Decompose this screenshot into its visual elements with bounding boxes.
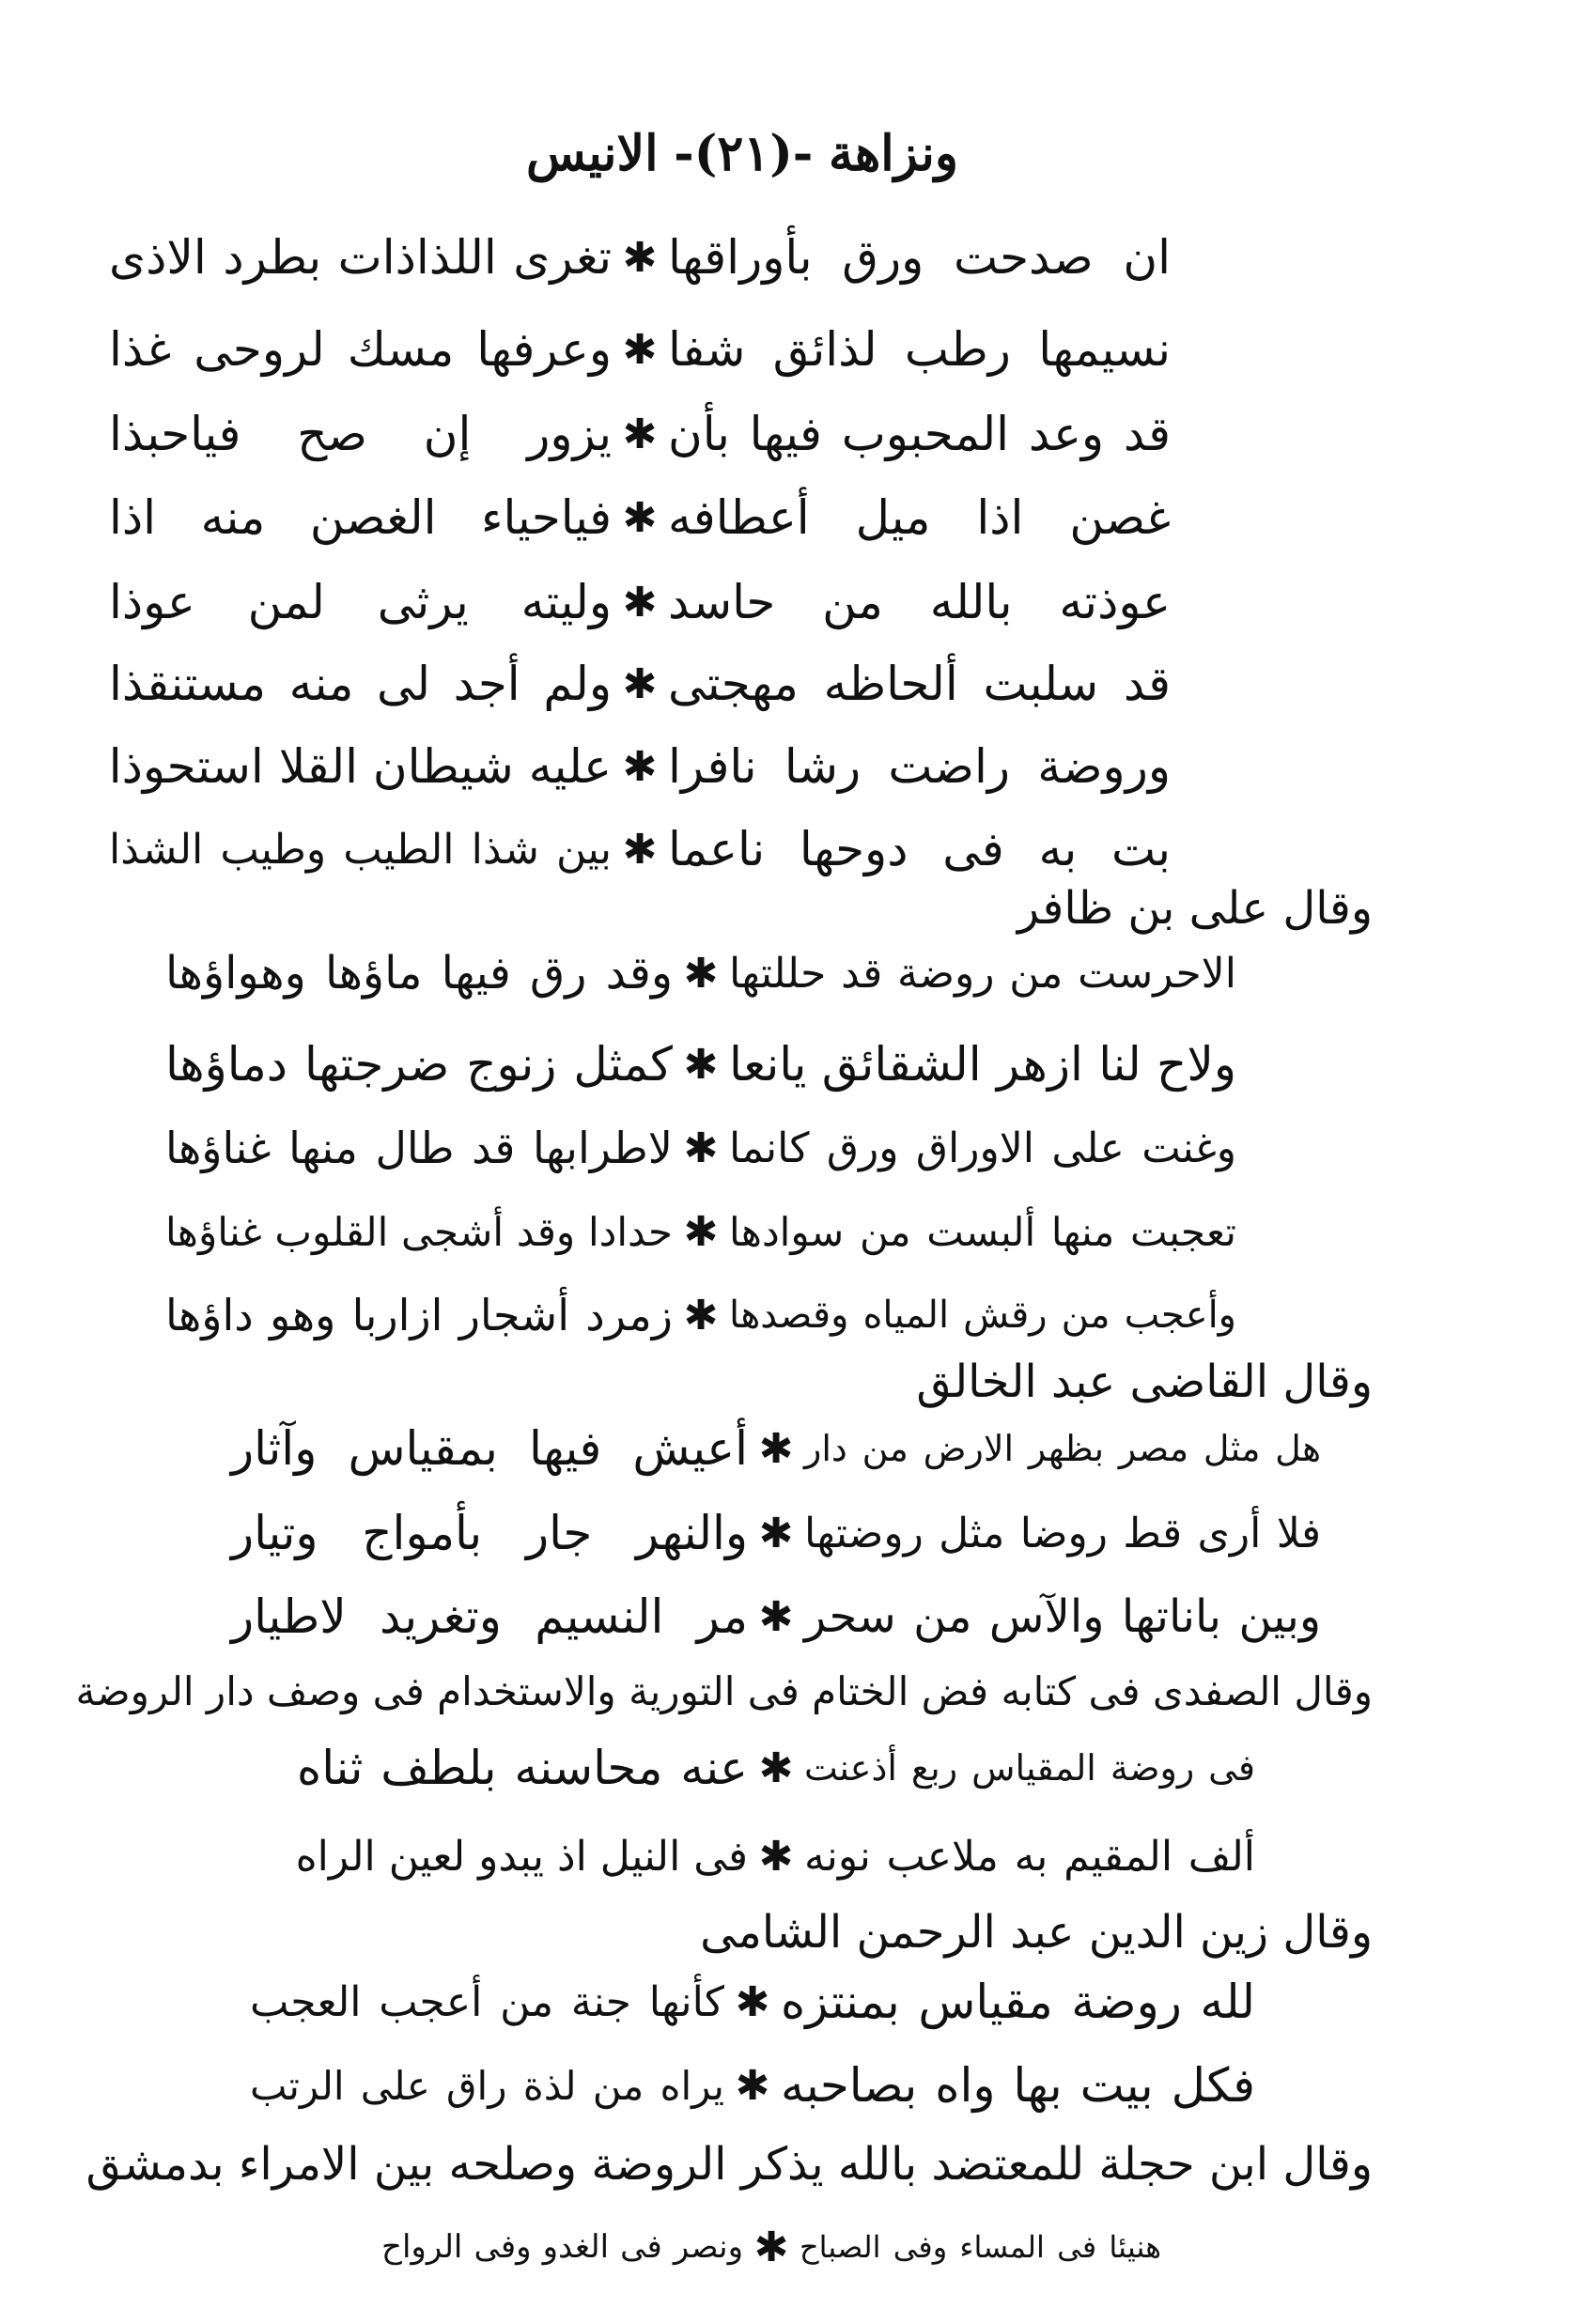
verse-first-hemistich: وروضة راضت رشا نافرا bbox=[668, 739, 1171, 794]
verse-separator-asterisk: ✱ bbox=[683, 949, 719, 998]
verse-second-hemistich: مر النسيم وتغريد لاطيار bbox=[231, 1589, 748, 1644]
verse-separator-asterisk: ✱ bbox=[622, 325, 658, 374]
verse-second-hemistich: لاطرابها قد طال منها غناؤها bbox=[165, 1123, 673, 1173]
verse-separator-asterisk: ✱ bbox=[683, 1123, 719, 1172]
verse-first-hemistich: تعجبت منها ألبست من سوادها bbox=[729, 1208, 1236, 1255]
verse-second-hemistich: وقد رق فيها ماؤها وهواؤها bbox=[165, 947, 673, 999]
verse-second-hemistich: عنه محاسنه بلطف ثناه bbox=[297, 1741, 748, 1795]
poem-introduction: وقال على بن ظافر bbox=[1017, 882, 1373, 935]
verse-line bbox=[165, 1272, 1236, 1358]
verse-separator-asterisk: ✱ bbox=[622, 742, 658, 791]
verse-line bbox=[165, 1021, 1236, 1108]
verse-first-hemistich: قد وعد المحبوب فيها بأن bbox=[668, 407, 1171, 461]
verse-second-hemistich: فى النيل اذ يبدو لعين الراه bbox=[295, 1832, 748, 1881]
verse-second-hemistich: يزور إن صح فياحبذا bbox=[109, 407, 612, 461]
verse-separator-asterisk: ✱ bbox=[683, 1040, 719, 1089]
verse-line bbox=[165, 930, 1236, 1016]
verse-separator-asterisk: ✱ bbox=[758, 1832, 794, 1881]
verse-separator-asterisk: ✱ bbox=[735, 1977, 770, 2026]
verse-second-hemistich: ولم أجد لى منه مستنقذا bbox=[109, 657, 612, 711]
verse-separator-asterisk: ✱ bbox=[622, 410, 658, 458]
running-header bbox=[526, 120, 958, 186]
verse-second-hemistich: يراه من لذة راق على الرتب bbox=[250, 2062, 724, 2109]
verse-second-hemistich: كمثل زنوج ضرجتها دماؤها bbox=[165, 1037, 673, 1092]
verse-line bbox=[109, 214, 1171, 301]
verse-second-hemistich: وعرفها مسك لروحى غذا bbox=[109, 322, 612, 377]
verse-line bbox=[297, 1813, 1255, 1899]
poem-introduction: وقال زين الدين عبد الرحمن الشامى bbox=[700, 1906, 1373, 1959]
verse-separator-asterisk: ✱ bbox=[622, 578, 658, 627]
verse-first-hemistich: نسيمها رطب لذائق شفا bbox=[668, 322, 1171, 377]
verse-line bbox=[109, 806, 1171, 892]
verse-separator-asterisk: ✱ bbox=[758, 1592, 794, 1641]
verse-line bbox=[231, 1490, 1321, 1576]
verse-first-hemistich: وبين باناتها والآس من سحر bbox=[804, 1590, 1321, 1643]
verse-separator-asterisk: ✱ bbox=[622, 659, 658, 708]
verse-separator-asterisk: ✱ bbox=[758, 1509, 794, 1557]
verse-line bbox=[109, 723, 1171, 810]
verse-first-hemistich: فلا أرى قط روضا مثل روضتها bbox=[804, 1509, 1321, 1557]
verse-second-hemistich: زمرد أشجار ازاربا وهو داؤها bbox=[165, 1290, 673, 1340]
poem-introduction: وقال الصفدى فى كتابه فض الختام فى التورية والاستخدام فى وصف دار الروضة bbox=[75, 1667, 1373, 1714]
verse-second-hemistich: حدادا وقد أشجى القلوب غناؤها bbox=[165, 1208, 673, 1255]
verse-first-hemistich: ولاح لنا ازهر الشقائق يانعا bbox=[729, 1037, 1236, 1092]
verse-second-hemistich: وليته يرثى لمن عوذا bbox=[109, 575, 612, 629]
verse-line bbox=[165, 1188, 1236, 1275]
page-number: -(٢١)- bbox=[674, 124, 814, 182]
verse-separator-asterisk: ✱ bbox=[683, 1207, 719, 1256]
verse-separator-asterisk: ✱ bbox=[758, 1424, 794, 1473]
verse-separator-asterisk: ✱ bbox=[753, 2223, 789, 2271]
verse-line bbox=[165, 1105, 1236, 1191]
verse-first-hemistich: عوذته بالله من حاسد bbox=[668, 575, 1171, 629]
verse-line bbox=[250, 2042, 1255, 2129]
verse-first-hemistich: هنيئا فى المساء وفى الصباح bbox=[800, 2229, 1161, 2265]
verse-first-hemistich: الاحرست من روضة قد حللتها bbox=[729, 949, 1236, 998]
verse-second-hemistich: أعيش فيها بمقياس وآثار bbox=[231, 1421, 748, 1476]
verse-separator-asterisk: ✱ bbox=[622, 493, 658, 542]
verse-first-hemistich: ألف المقيم به ملاعب نونه bbox=[804, 1832, 1255, 1881]
verse-line bbox=[109, 391, 1171, 477]
verse-second-hemistich: فياحياء الغصن منه اذا bbox=[109, 490, 612, 545]
verse-line bbox=[109, 306, 1171, 393]
verse-first-hemistich: فكل بيت بها واه بصاحبه bbox=[781, 2058, 1255, 2113]
verse-line bbox=[231, 1405, 1321, 1492]
verse-line bbox=[381, 2204, 1161, 2290]
verse-line bbox=[250, 1959, 1255, 2045]
header-title-left: الانيس bbox=[526, 124, 659, 182]
verse-second-hemistich: والنهر جار بأمواج وتيار bbox=[231, 1506, 748, 1560]
poem-introduction: وقال ابن حجلة للمعتضد بالله يذكر الروضة وصلحه بين الامراء بدمشق bbox=[85, 2138, 1373, 2191]
verse-first-hemistich: بت به فى دوحها ناعما bbox=[668, 822, 1171, 876]
verse-separator-asterisk: ✱ bbox=[622, 233, 658, 282]
verse-second-hemistich: بين شذا الطيب وطيب الشذا bbox=[109, 825, 612, 874]
verse-first-hemistich: قد سلبت ألحاظه مهجتى bbox=[668, 657, 1171, 711]
verse-line bbox=[231, 1573, 1321, 1660]
verse-second-hemistich: كأنها جنة من أعجب العجب bbox=[250, 1977, 724, 2026]
verse-first-hemistich: فى روضة المقياس ربع أذعنت bbox=[804, 1747, 1255, 1789]
verse-line bbox=[297, 1725, 1255, 1811]
verse-first-hemistich: لله روضة مقياس بمنتزه bbox=[781, 1975, 1255, 2029]
header-title-right: ونزاهة bbox=[828, 124, 958, 182]
verse-separator-asterisk: ✱ bbox=[758, 1743, 794, 1792]
verse-first-hemistich: وغنت على الاوراق ورق كانما bbox=[729, 1123, 1236, 1172]
verse-first-hemistich: ان صدحت ورق بأوراقها bbox=[668, 230, 1171, 285]
poem-introduction: وقال القاضى عبد الخالق bbox=[916, 1356, 1373, 1408]
verse-first-hemistich: وأعجب من رقش المياه وقصدها bbox=[729, 1294, 1236, 1337]
verse-separator-asterisk: ✱ bbox=[683, 1291, 719, 1340]
verse-second-hemistich: ونصر فى الغدو وفى الرواح bbox=[381, 2228, 743, 2266]
verse-first-hemistich: غصن اذا ميل أعطافه bbox=[668, 490, 1171, 545]
verse-line bbox=[109, 474, 1171, 561]
verse-line bbox=[109, 559, 1171, 645]
verse-separator-asterisk: ✱ bbox=[735, 2061, 770, 2110]
verse-first-hemistich: هل مثل مصر بظهر الارض من دار bbox=[804, 1428, 1321, 1469]
verse-separator-asterisk: ✱ bbox=[622, 825, 658, 874]
verse-line bbox=[109, 641, 1171, 727]
verse-second-hemistich: تغرى اللذاذات بطرد الاذى bbox=[109, 230, 612, 285]
verse-second-hemistich: عليه شيطان القلا استحوذا bbox=[108, 739, 612, 794]
